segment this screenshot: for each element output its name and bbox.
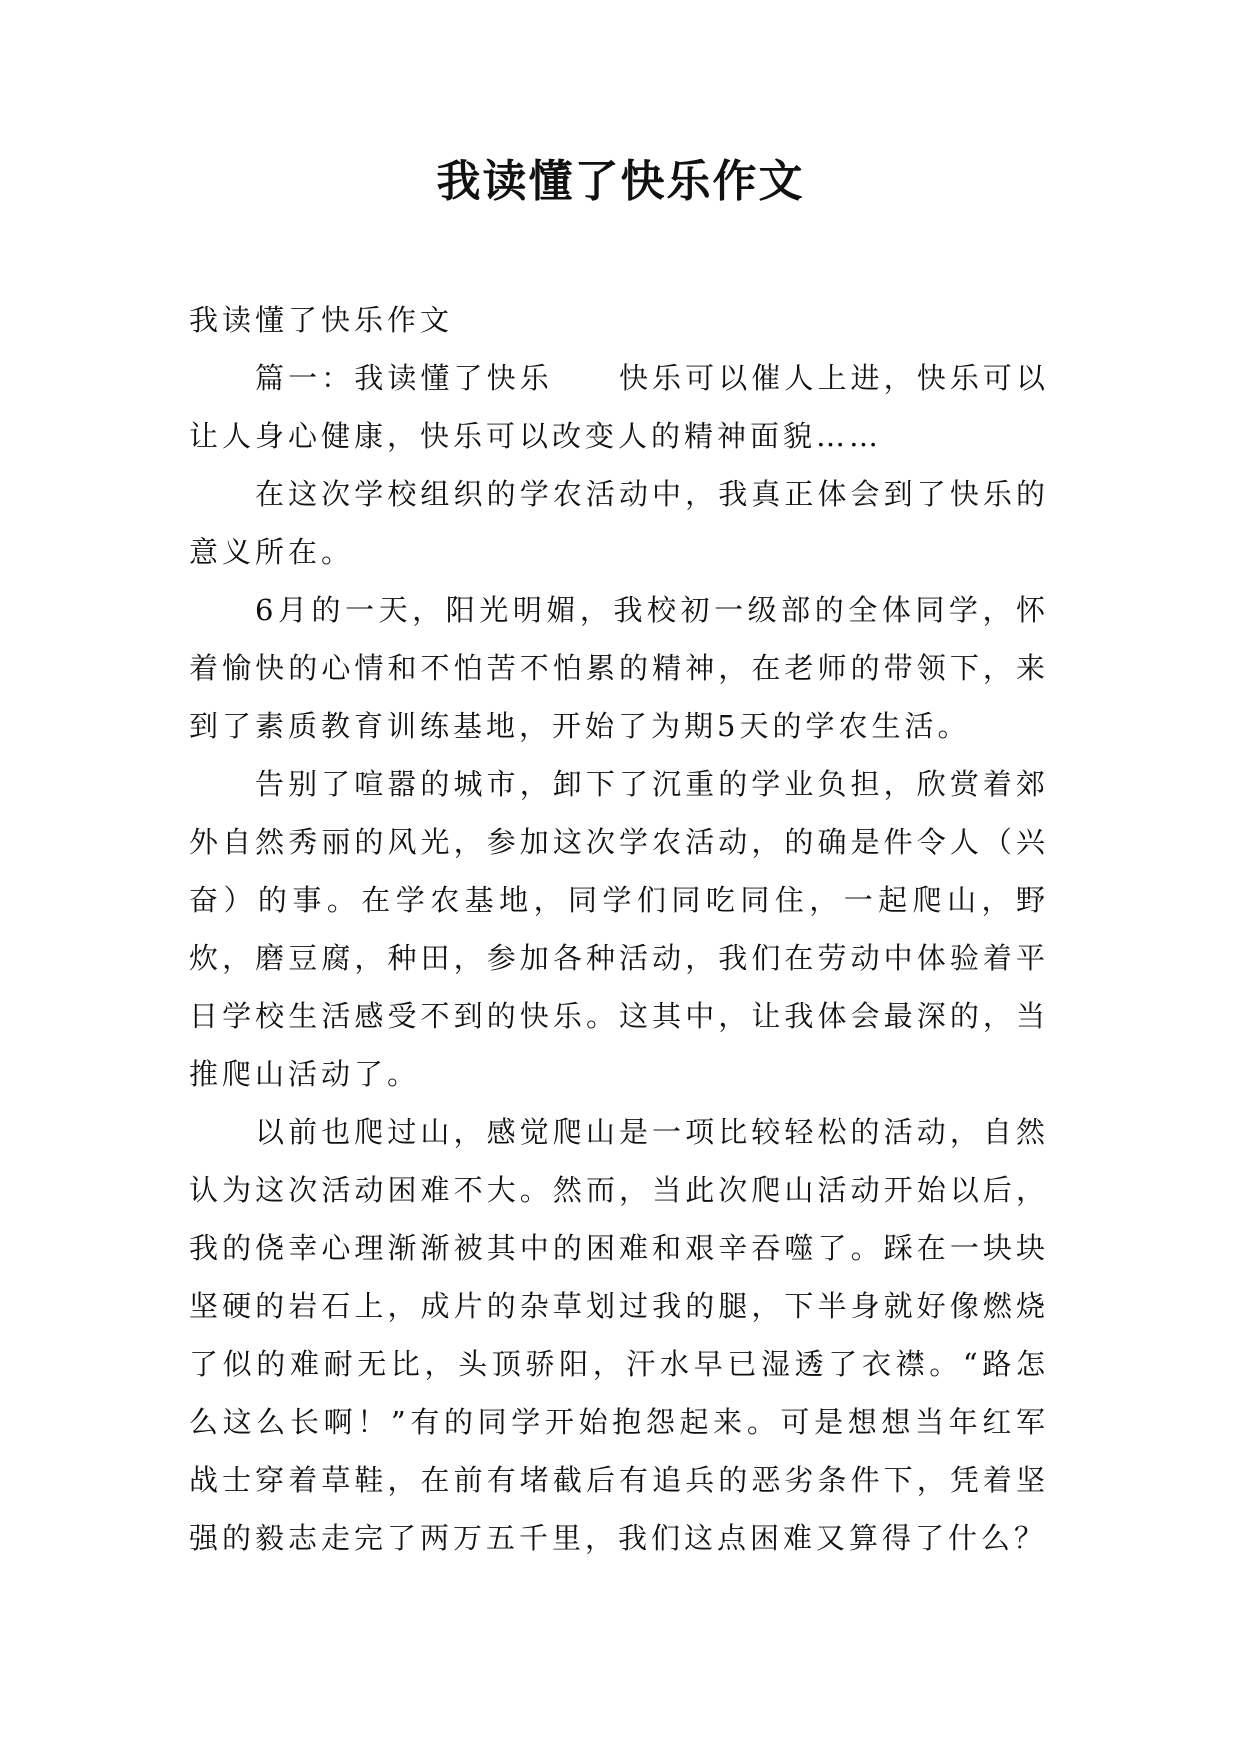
- body-paragraph: 在这次学校组织的学农活动中，我真正体会到了快乐的意义所在。: [189, 477, 1049, 569]
- body-paragraph: 篇一：我读懂了快乐 快乐可以催人上进，快乐可以让人身心健康，快乐可以改变人的精神面貌……: [189, 361, 1049, 453]
- body-paragraph-heading: 我读懂了快乐作文: [189, 303, 454, 337]
- body-paragraph: 以前也爬过山，感觉爬山是一项比较轻松的活动，自然认为这次活动困难不大。然而，当此次爬山活动开始以后，我的侥幸心理渐渐被其中的困难和艰辛吞噬了。踩在一块块坚硬的岩石上，成片的杂草划过我的腿，下半身就好像燃烧了似的难耐无比，头顶骄阳，汗水早已湿透了衣襟。“路怎么这么长啊！”有的同学开始抱怨起来。可是想想当年红军战士穿着草鞋，在前有堵截后有追兵的恶劣条件下，凭着坚强的毅志走完了两万五千里，我们这点困难又算得了什么？: [189, 1115, 1049, 1555]
- body-paragraph: 告别了喧嚣的城市，卸下了沉重的学业负担，欣赏着郊外自然秀丽的风光，参加这次学农活动，的确是件令人（兴奋）的事。在学农基地，同学们同吃同住，一起爬山，野炊，磨豆腐，种田，参加各种活动，我们在劳动中体验着平日学校生活感受不到的快乐。这其中，让我体会最深的，当推爬山活动了。: [189, 767, 1049, 1091]
- document-body: [189, 291, 1049, 1567]
- document-title: 我读懂了快乐作文: [436, 156, 805, 207]
- body-paragraph: 6月的一天，阳光明媚，我校初一级部的全体同学，怀着愉快的心情和不怕苦不怕累的精神，在老师的带领下，来到了素质教育训练基地，开始了为期5天的学农生活。: [189, 593, 1049, 743]
